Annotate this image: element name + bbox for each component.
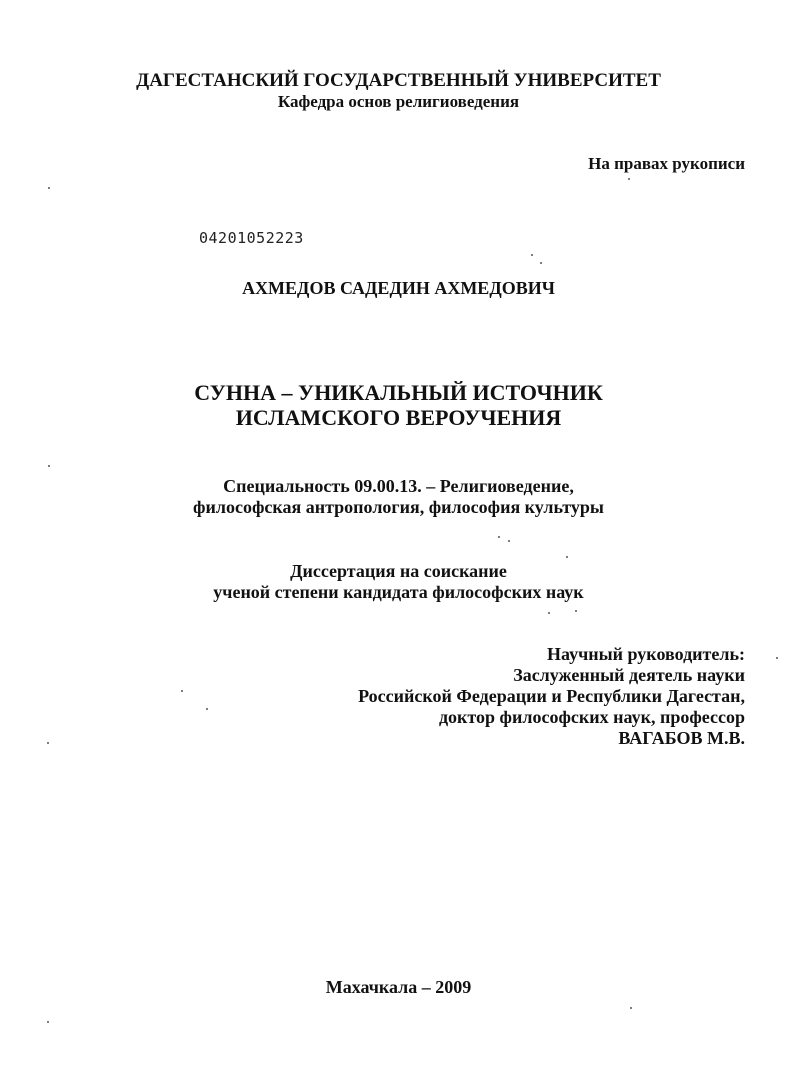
- title-line-2: ИСЛАМСКОГО ВЕРОУЧЕНИЯ: [235, 405, 562, 430]
- specialty-line-2: философская антропология, философия культуры: [193, 497, 604, 517]
- scan-speck: [628, 178, 630, 180]
- supervisor-title-line-1: Заслуженный деятель науки: [513, 665, 745, 685]
- scan-speck: [776, 657, 778, 659]
- scan-speck: [48, 187, 50, 189]
- dissertation-line-1: Диссертация на соискание: [290, 561, 507, 581]
- scan-speck: [508, 540, 510, 542]
- scan-speck: [47, 1021, 49, 1023]
- scan-speck: [540, 262, 542, 264]
- scan-speck: [206, 708, 208, 710]
- university-name: ДАГЕСТАНСКИЙ ГОСУДАРСТВЕННЫЙ УНИВЕРСИТЕТ: [136, 70, 661, 91]
- scan-speck: [575, 610, 577, 612]
- scan-speck: [548, 612, 550, 614]
- scan-speck: [566, 556, 568, 558]
- scan-speck: [48, 465, 50, 467]
- title-line-1: СУННА – УНИКАЛЬНЫЙ ИСТОЧНИК: [194, 380, 603, 405]
- manuscript-note: На правах рукописи: [588, 154, 745, 173]
- supervisor-name: ВАГАБОВ М.В.: [618, 728, 745, 748]
- supervisor-degree: доктор философских наук, профессор: [438, 707, 745, 727]
- department-name: Кафедра основ религиоведения: [277, 92, 520, 111]
- author-name: АХМЕДОВ САДЕДИН АХМЕДОВИЧ: [242, 278, 555, 298]
- scan-speck: [498, 536, 500, 538]
- dissertation-line-2: ученой степени кандидата философских наук: [213, 582, 584, 602]
- scan-speck: [47, 742, 49, 744]
- scan-speck: [630, 1007, 632, 1009]
- supervisor-title-line-2: Российской Федерации и Республики Дагестан,: [358, 686, 745, 706]
- specialty-line-1: Специальность 09.00.13. – Религиоведение,: [223, 476, 574, 496]
- scan-speck: [181, 690, 183, 692]
- catalog-number-stamp: 04201052223: [199, 229, 304, 247]
- place-and-year: Махачкала – 2009: [325, 977, 472, 997]
- scan-speck: [531, 254, 533, 256]
- supervisor-label: Научный руководитель:: [547, 644, 745, 664]
